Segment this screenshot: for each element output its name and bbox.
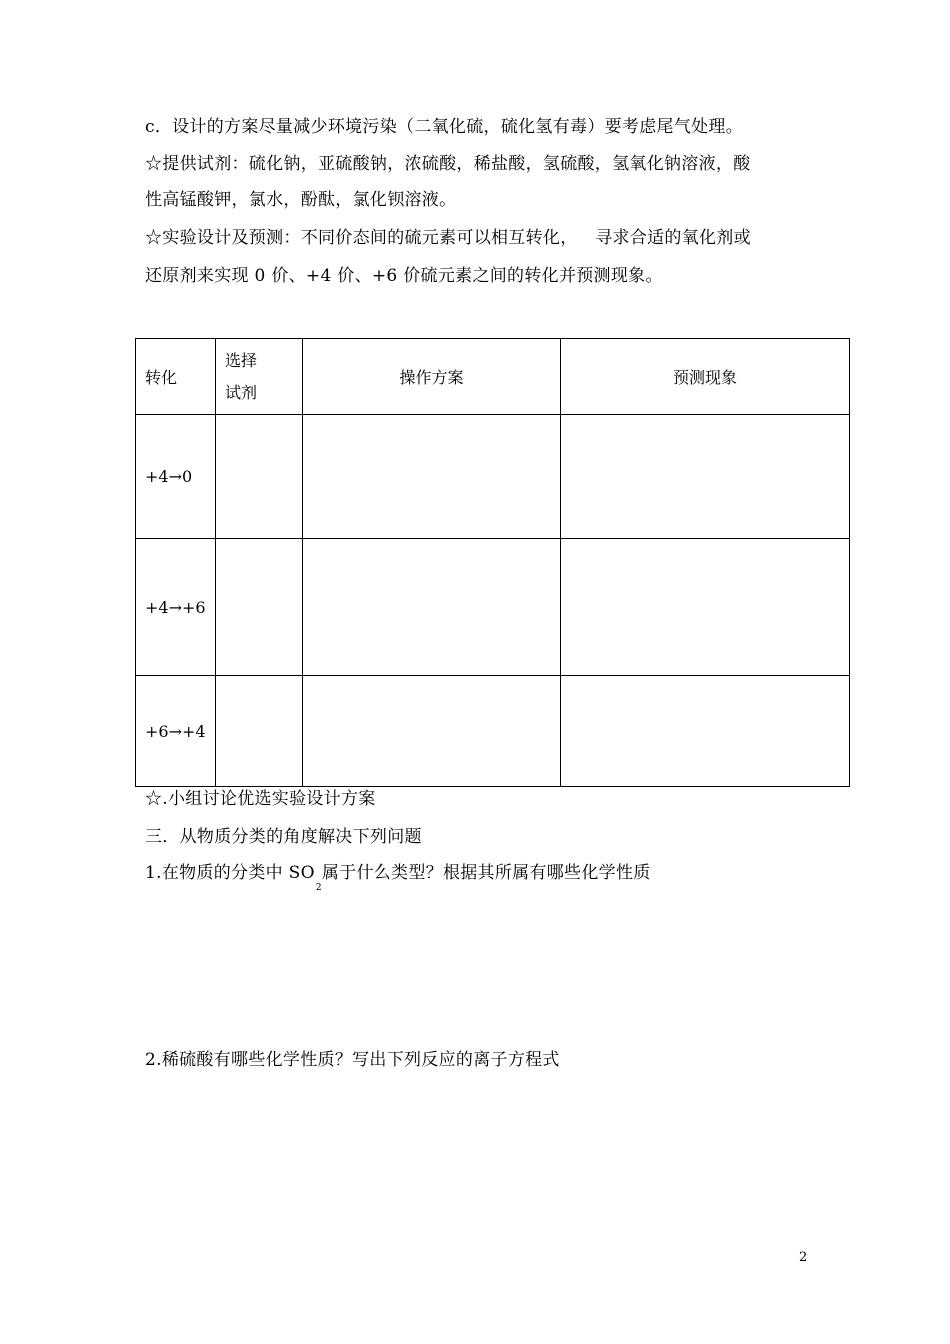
row-conversion: +6→+4 [136, 676, 216, 787]
row-prediction-cell[interactable] [561, 415, 850, 539]
row-procedure-cell[interactable] [303, 415, 561, 539]
row-reagent-cell[interactable] [216, 676, 303, 787]
reagents-line-2: 性高锰酸钾，氯水，酚酞，氯化钡溶液。 [145, 190, 457, 210]
design-prediction-line-1: ☆实验设计及预测：不同价态间的硫元素可以相互转化， 寻求合适的氧化剂或 [145, 228, 751, 248]
section-three-heading: 三．从物质分类的角度解决下列问题 [145, 827, 422, 847]
question-2: 2.稀硫酸有哪些化学性质？写出下列反应的离子方程式 [145, 1050, 560, 1070]
reagents-line-1: ☆提供试剂：硫化钠，亚硫酸钠，浓硫酸，稀盐酸，氢硫酸，氢氧化钠溶液，酸 [145, 154, 751, 174]
row-reagent-cell[interactable] [216, 539, 303, 676]
question-1-prefix: 1.在物质的分类中 SO [145, 863, 315, 883]
table-row [136, 539, 850, 676]
question-1-subscript: 2 [315, 883, 322, 893]
page-number: 2 [799, 1250, 808, 1265]
row-prediction-cell[interactable] [561, 539, 850, 676]
row-procedure-cell[interactable] [303, 539, 561, 676]
table-row [136, 415, 850, 539]
header-reagent-line-2: 试剂 [225, 382, 258, 402]
table-row [136, 676, 850, 787]
row-reagent-cell[interactable] [216, 415, 303, 539]
row-conversion: +4→0 [136, 415, 216, 539]
question-1 [145, 863, 651, 893]
header-conversion: 转化 [136, 339, 216, 415]
header-prediction: 预测现象 [561, 339, 850, 415]
row-conversion: +4→+6 [136, 539, 216, 676]
experiment-plan-table [135, 338, 850, 787]
design-prediction-line-2: 还原剂来实现 0 价、+4 价、+6 价硫元素之间的转化并预测现象。 [145, 266, 663, 286]
row-prediction-cell[interactable] [561, 676, 850, 787]
requirement-c: c．设计的方案尽量减少环境污染（二氧化硫，硫化氢有毒）要考虑尾气处理。 [145, 117, 744, 137]
header-reagent [216, 339, 303, 415]
header-procedure: 操作方案 [303, 339, 561, 415]
header-reagent-line-1: 选择 [225, 350, 258, 370]
group-discussion-note: ☆.小组讨论优选实验设计方案 [145, 789, 376, 809]
question-1-suffix: 属于什么类型？根据其所属有哪些化学性质 [321, 863, 651, 883]
table-header-row [136, 339, 850, 415]
row-procedure-cell[interactable] [303, 676, 561, 787]
